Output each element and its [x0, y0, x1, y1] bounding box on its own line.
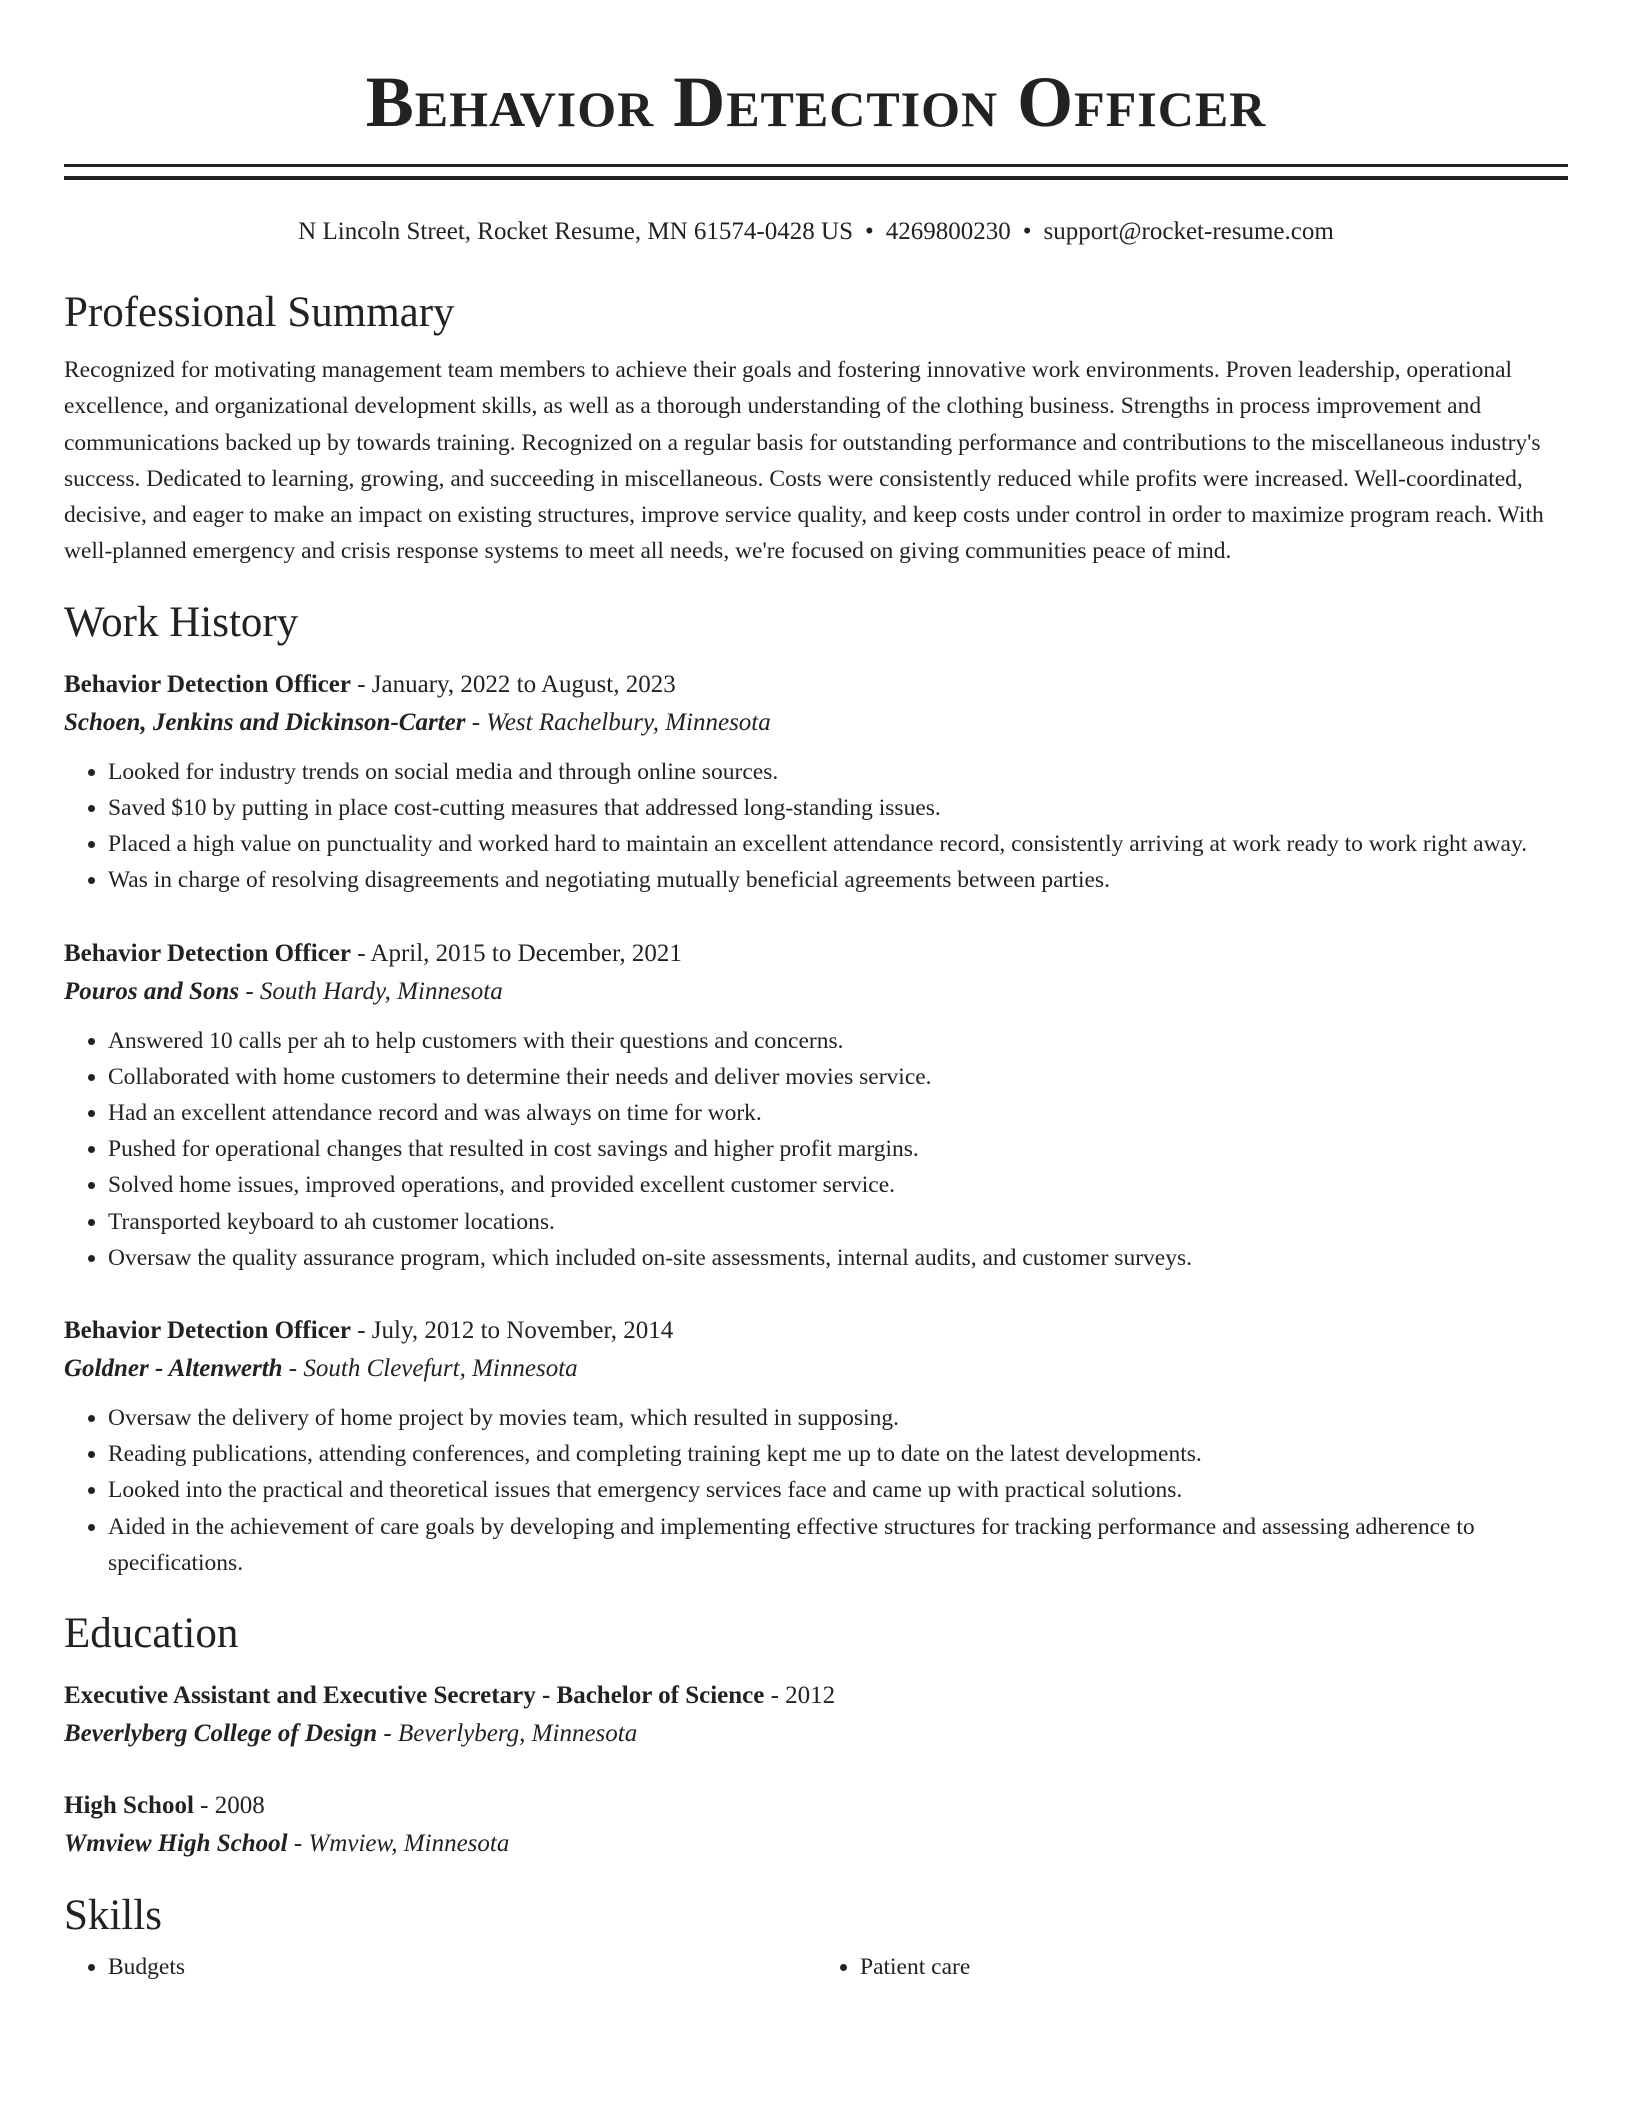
job-company: Goldner - Altenwerth [64, 1355, 283, 1383]
job-header [64, 1312, 1568, 1350]
title-divider [64, 164, 1568, 180]
education-school: Beverlyberg College of Design [64, 1720, 378, 1748]
skills-column-right [816, 1949, 1568, 1985]
work-history-heading: Work History [64, 598, 299, 646]
skills-grid [64, 1949, 1568, 1985]
job-dates: - April, 2015 to December, 2021 [350, 939, 682, 967]
contact-separator: • [864, 218, 874, 245]
skill-item: • Patient care [860, 1949, 1568, 1985]
contact-line [64, 216, 1568, 248]
list-item: • Answered 10 calls per ah to help customers with their questions and concerns. [108, 1023, 1568, 1059]
skill-item: • Budgets [108, 1949, 816, 1985]
job-location: - South Hardy, Minnesota [239, 977, 503, 1005]
job-duties [64, 754, 1568, 899]
education-year: - 2012 [764, 1682, 836, 1710]
education-degree: Executive Assistant and Executive Secretary - Bachelor of Science [64, 1682, 765, 1710]
list-item: • Was in charge of resolving disagreements and negotiating mutually beneficial agreements between parties. [108, 862, 1568, 898]
list-item: • Oversaw the delivery of home project by movies team, which resulted in supposing. [108, 1400, 1568, 1436]
job-header [64, 935, 1568, 973]
list-item: • Looked into the practical and theoretical issues that emergency services face and came up with practical solutions. [108, 1472, 1568, 1508]
education-entry [64, 1677, 1568, 1753]
list-item: • Looked for industry trends on social media and through online sources. [108, 754, 1568, 790]
education-heading: Education [64, 1610, 239, 1658]
job-employer [64, 704, 1568, 742]
job-header [64, 666, 1568, 704]
job-title: Behavior Detection Officer [64, 1317, 351, 1345]
job-location: - South Clevefurt, Minnesota [282, 1355, 578, 1383]
job-employer [64, 973, 1568, 1011]
list-item: • Saved $10 by putting in place cost-cutting measures that addressed long-standing issues. [108, 790, 1568, 826]
education-school-line [64, 1825, 1568, 1863]
list-item: • Had an excellent attendance record and was always on time for work. [108, 1095, 1568, 1131]
education-entry [64, 1787, 1568, 1863]
list-item: • Oversaw the quality assurance program, which included on-site assessments, internal audits, and customer surveys. [108, 1240, 1568, 1276]
job-entry [64, 666, 1568, 899]
job-dates: - January, 2022 to August, 2023 [350, 670, 676, 698]
job-employer [64, 1350, 1568, 1388]
contact-separator: • [1022, 218, 1032, 245]
contact-email: support@rocket-resume.com [1043, 218, 1334, 245]
job-dates: - July, 2012 to November, 2014 [350, 1317, 674, 1345]
list-item: • Collaborated with home customers to determine their needs and deliver movies service. [108, 1059, 1568, 1095]
education-location: - Beverlyberg, Minnesota [377, 1720, 638, 1748]
list-item: • Pushed for operational changes that resulted in cost savings and higher profit margins. [108, 1131, 1568, 1167]
education-location: - Wmview, Minnesota [287, 1830, 510, 1858]
job-entry [64, 1312, 1568, 1581]
list-item: • Aided in the achievement of care goals by developing and implementing effective structures for tracking performance and assessing adherence to specifications. [108, 1509, 1568, 1581]
contact-phone: 4269800230 [885, 218, 1011, 245]
job-title: Behavior Detection Officer [64, 670, 351, 698]
job-location: - West Rachelbury, Minnesota [465, 708, 771, 736]
skills-heading: Skills [64, 1892, 162, 1940]
summary-heading: Professional Summary [64, 289, 455, 336]
education-degree: High School [64, 1792, 194, 1820]
education-header [64, 1787, 1568, 1825]
job-company: Pouros and Sons [64, 977, 240, 1005]
list-item: • Placed a high value on punctuality and worked hard to maintain an excellent attendance record, consistently arriving at work ready to work right away. [108, 826, 1568, 862]
contact-address: N Lincoln Street, Rocket Resume, MN 61574-0428 US [298, 218, 853, 245]
list-item: • Transported keyboard to ah customer locations. [108, 1204, 1568, 1240]
skills-column-left [64, 1949, 816, 1985]
education-school-line [64, 1715, 1568, 1753]
resume-title: Behavior Detection Officer [365, 62, 1267, 142]
job-entry [64, 935, 1568, 1276]
job-duties [64, 1023, 1568, 1276]
education-year: - 2008 [193, 1792, 265, 1820]
summary-text: Recognized for motivating management team members to achieve their goals and fostering innovative work environments. Proven leadership, operational excellence, and organizational development skills, as well as a thorough understanding of the clothing business. Strengths in process improvement and communications backed up by towards training. Recognized on a regular basis for outstanding performance and contributions to the miscellaneous industry's success. Dedicated to learning, growing, and succeeding in miscellaneous. Costs were consistently reduced while profits were increased. Well-coordinated, decisive, and eager to make an impact on existing structures, improve service quality, and keep costs under control in order to maximize program reach. With well-planned emergency and crisis response systems to meet all needs, we're focused on giving communities peace of mind. [64, 357, 1544, 565]
education-header [64, 1677, 1568, 1715]
job-company: Schoen, Jenkins and Dickinson-Carter [64, 708, 466, 736]
job-duties [64, 1400, 1568, 1581]
education-school: Wmview High School [64, 1830, 288, 1858]
list-item: • Reading publications, attending conferences, and completing training kept me up to date on the latest developments. [108, 1436, 1568, 1472]
job-title: Behavior Detection Officer [64, 939, 351, 967]
list-item: • Solved home issues, improved operations, and provided excellent customer service. [108, 1167, 1568, 1203]
